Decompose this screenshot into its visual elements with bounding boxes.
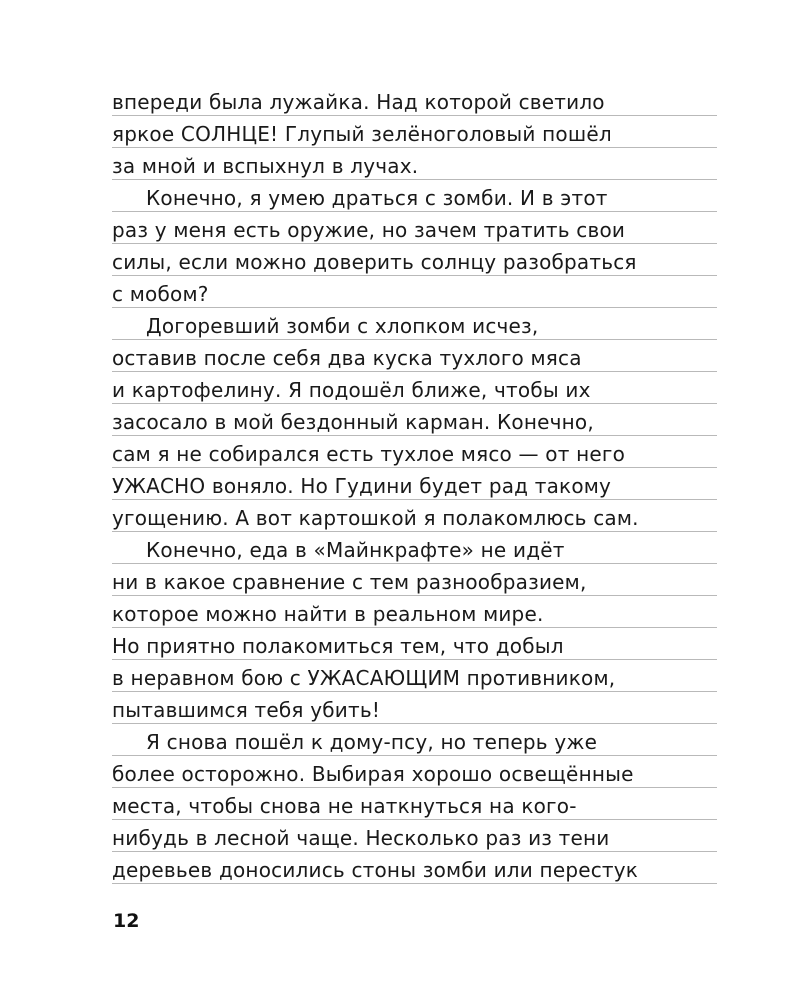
text-line-9: оставив после себя два куска тухлого мяса (112, 340, 717, 372)
text-line-23: места, чтобы снова не наткнуться на кого- (112, 788, 717, 820)
text-line-13: УЖАСНО воняло. Но Гудини будет рад такому (112, 468, 717, 500)
text-line-10: и картофелину. Я подошёл ближе, чтобы их (112, 372, 717, 404)
text-line-4: Конечно, я умею драться с зомби. И в этот (112, 180, 717, 212)
text-line-12: сам я не собирался есть тухлое мясо — от него (112, 436, 717, 468)
text-line-20: пытавшимся тебя убить! (112, 692, 717, 724)
text-line-19: в неравном бою с УЖАСАЮЩИМ противником, (112, 660, 717, 692)
page-body-text (112, 84, 717, 884)
text-line-11: засосало в мой бездонный карман. Конечно, (112, 404, 717, 436)
text-line-16: ни в какое сравнение с тем разнообразием, (112, 564, 717, 596)
text-line-5: раз у меня есть оружие, но зачем тратить свои (112, 212, 717, 244)
text-line-2: яркое СОЛНЦЕ! Глупый зелёноголовый пошёл (112, 116, 717, 148)
text-line-17: которое можно найти в реальном мире. (112, 596, 717, 628)
text-line-3: за мной и вспыхнул в лучах. (112, 148, 717, 180)
text-line-15: Конечно, еда в «Майнкрафте» не идёт (112, 532, 717, 564)
text-line-14: угощению. А вот картошкой я полакомлюсь сам. (112, 500, 717, 532)
text-line-22: более осторожно. Выбирая хорошо освещённые (112, 756, 717, 788)
text-line-1: впереди была лужайка. Над которой светило (112, 84, 717, 116)
text-line-24: нибудь в лесной чаще. Несколько раз из тени (112, 820, 717, 852)
text-line-18: Но приятно полакомиться тем, что добыл (112, 628, 717, 660)
text-line-25: деревьев доносились стоны зомби или перестук (112, 852, 717, 884)
text-line-6: силы, если можно доверить солнцу разобраться (112, 244, 717, 276)
text-line-7: с мобом? (112, 276, 717, 308)
text-line-21: Я снова пошёл к дому-псу, но теперь уже (112, 724, 717, 756)
page-number: 12 (113, 910, 140, 932)
text-line-8: Догоревший зомби с хлопком исчез, (112, 308, 717, 340)
